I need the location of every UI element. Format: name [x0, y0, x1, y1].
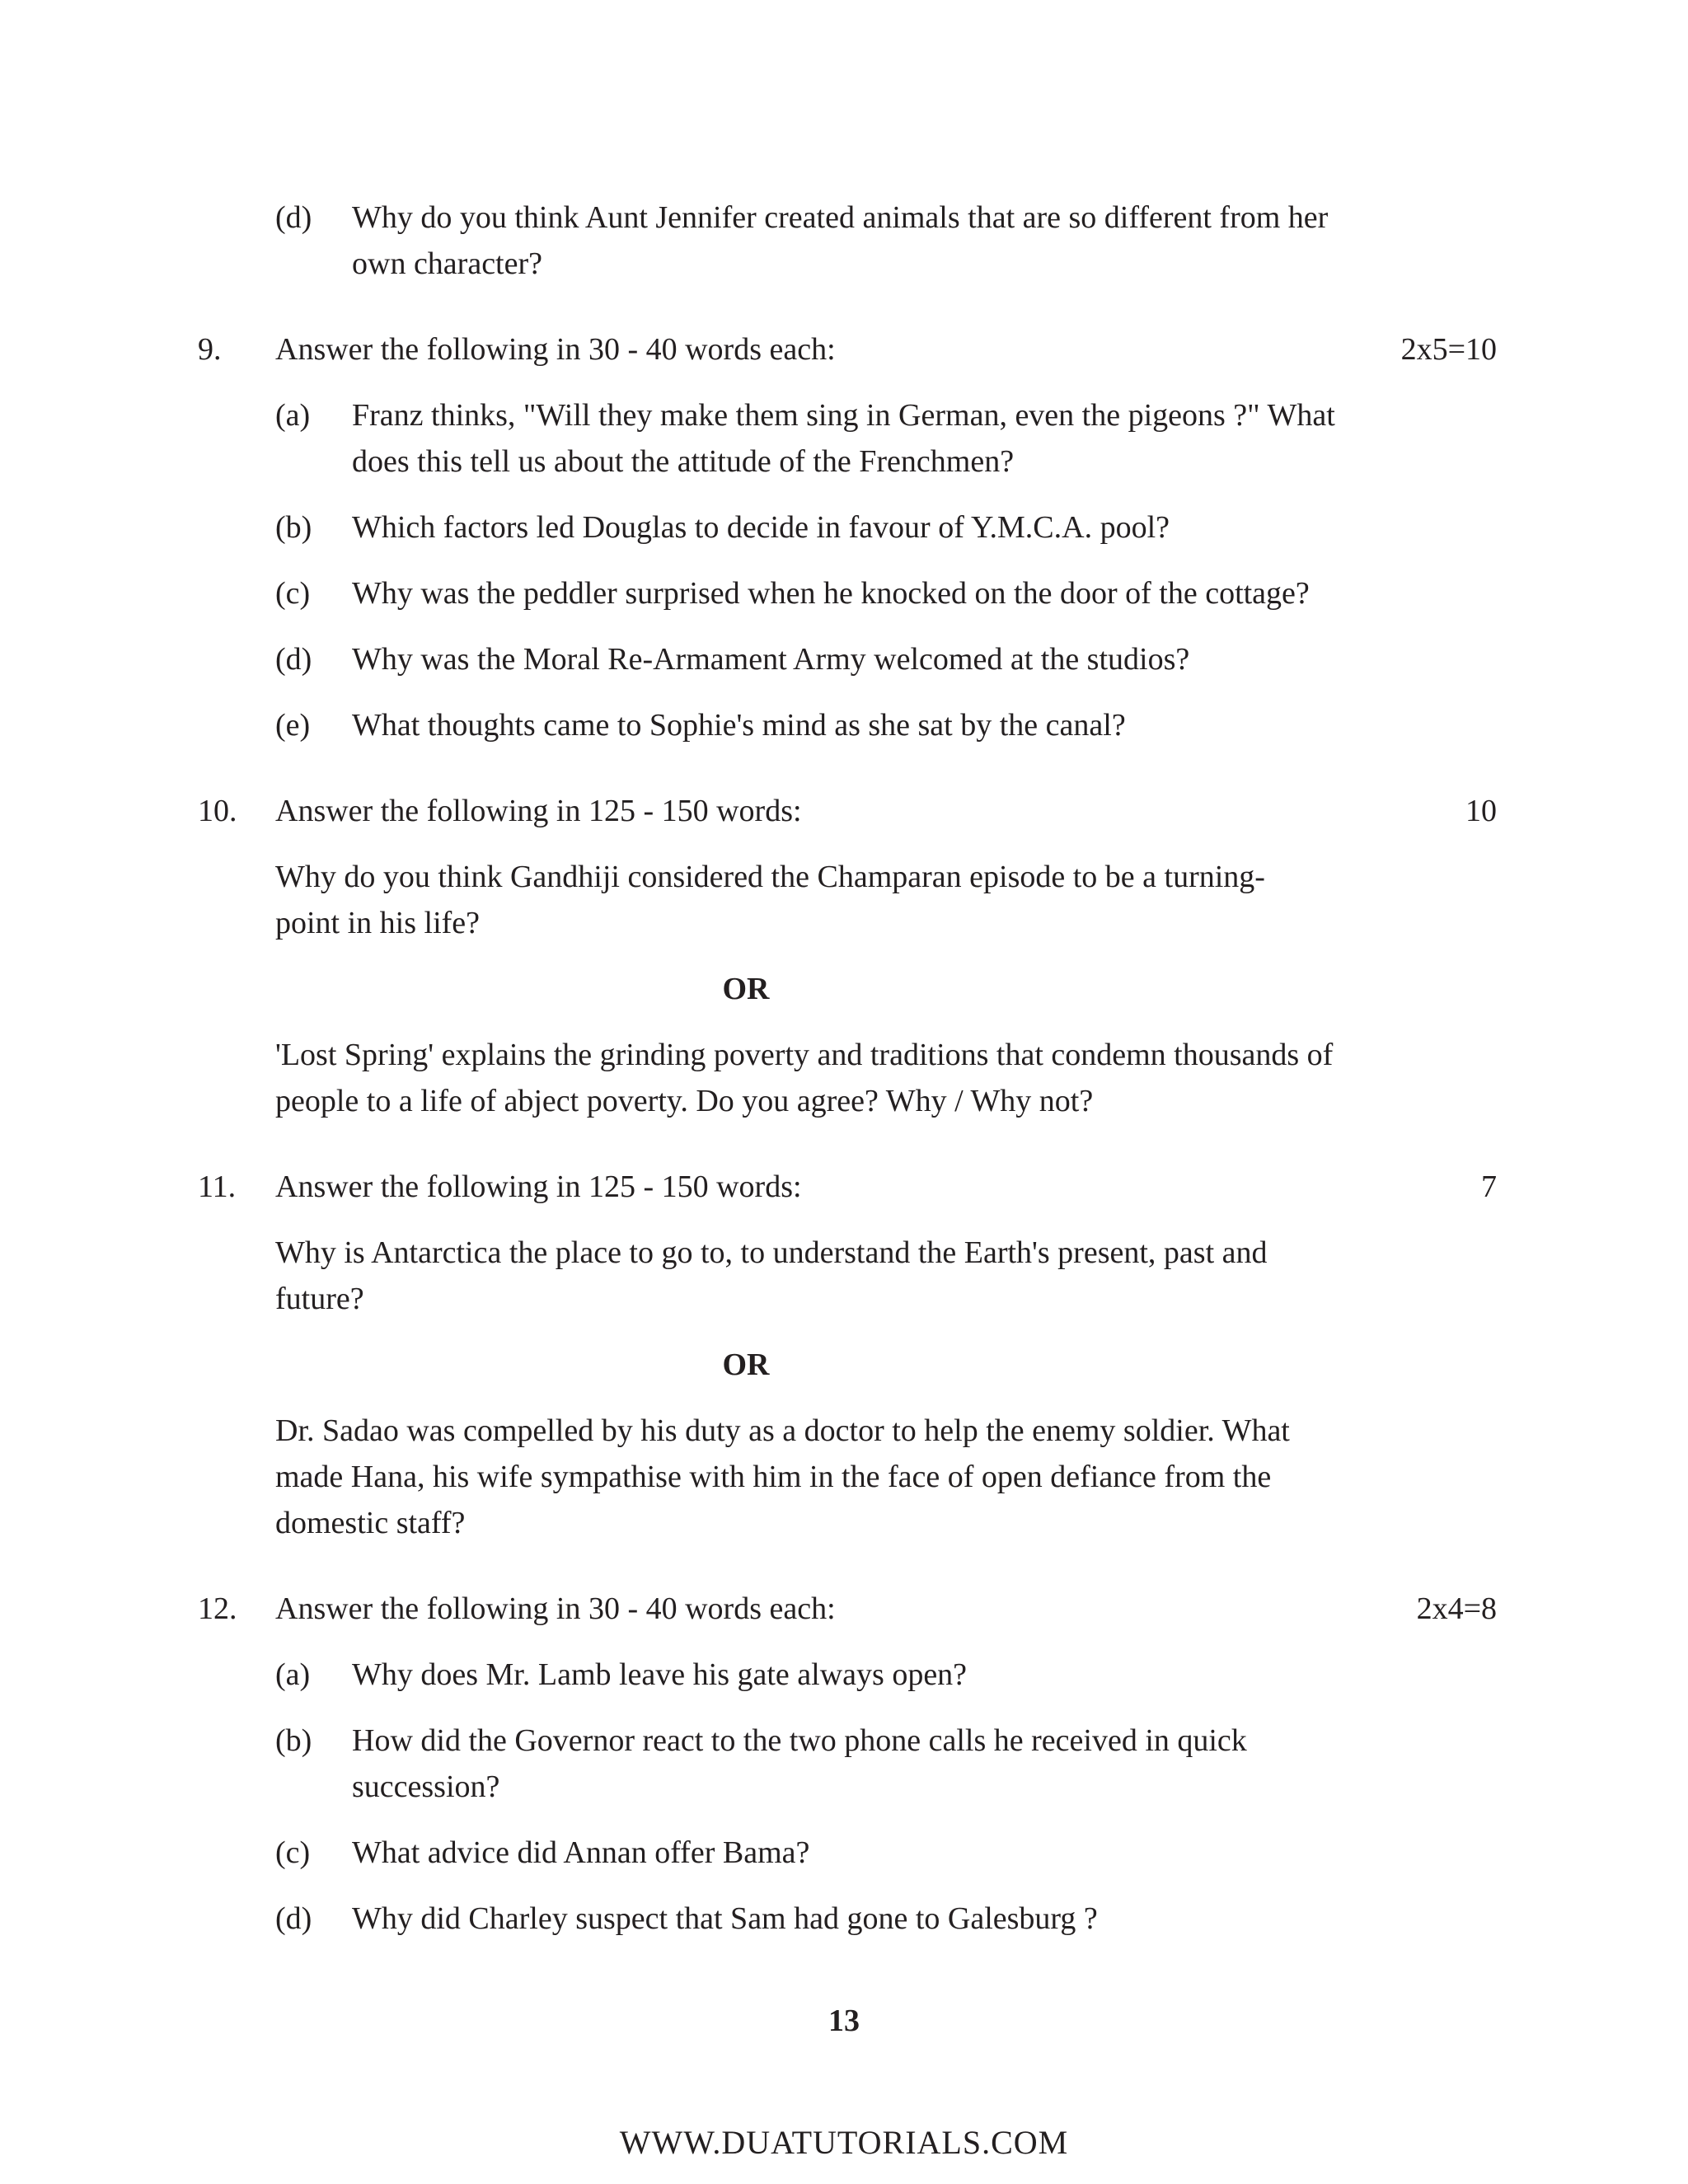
q9-item-c-label: (c) [275, 576, 311, 611]
q12-item-a-line-1: Why does Mr. Lamb leave his gate always open? [352, 1657, 968, 1692]
q12-item-b-line-1: How did the Governor react to the two phone calls he received in quick [352, 1723, 1247, 1758]
q9-item-e-label: (e) [275, 708, 311, 743]
q10-option1-line-1: Why do you think Gandhiji considered the Champaran episode to be a turning- [275, 860, 1265, 894]
q12-marks: 2x4=8 [1416, 1591, 1497, 1626]
page-number: 13 [828, 2004, 860, 2038]
q8-item-d-label: (d) [275, 200, 312, 235]
q12-item-d-line-1: Why did Charley suspect that Sam had gone to Galesburg ? [352, 1901, 1098, 1936]
q10-or: OR [722, 972, 770, 1006]
q9-number: 9. [198, 332, 222, 367]
q11-number: 11. [198, 1169, 237, 1204]
q12-item-b-line-2: succession? [352, 1769, 500, 1804]
q10-option2-line-2: people to a life of abject poverty. Do you agree? Why / Why not? [275, 1084, 1094, 1118]
q11-option2-line-1: Dr. Sadao was compelled by his duty as a doctor to help the enemy soldier. What [275, 1413, 1290, 1448]
q9-item-c-line-1: Why was the peddler surprised when he knocked on the door of the cottage? [352, 576, 1310, 611]
q10-marks: 10 [1465, 794, 1497, 828]
q11-option1-line-1: Why is Antarctica the place to go to, to understand the Earth's present, past and [275, 1235, 1268, 1270]
q12-item-c-label: (c) [275, 1835, 311, 1870]
q10-option2-line-1: 'Lost Spring' explains the grinding poverty and traditions that condemn thousands of [275, 1038, 1334, 1072]
q12-item-c-line-1: What advice did Annan offer Bama? [352, 1835, 810, 1870]
q9-item-b-line-1: Which factors led Douglas to decide in favour of Y.M.C.A. pool? [352, 510, 1170, 545]
q9-marks: 2x5=10 [1400, 332, 1497, 367]
q11-marks: 7 [1481, 1169, 1497, 1204]
q12-item-d-label: (d) [275, 1901, 312, 1936]
q11-or: OR [722, 1347, 770, 1382]
q10-option1-line-2: point in his life? [275, 906, 481, 940]
q10-instruction: Answer the following in 125 - 150 words: [275, 794, 802, 828]
q11-option2-line-2: made Hana, his wife sympathise with him in the face of open defiance from the [275, 1460, 1272, 1494]
q12-number: 12. [198, 1591, 237, 1626]
q8-item-d-line-2: own character? [352, 246, 543, 281]
q9-item-b-label: (b) [275, 510, 312, 545]
q9-item-e-line-1: What thoughts came to Sophie's mind as she sat by the canal? [352, 708, 1126, 743]
footer-url: WWW.DUATUTORIALS.COM [619, 2124, 1069, 2161]
q11-instruction: Answer the following in 125 - 150 words: [275, 1169, 802, 1204]
q12-instruction: Answer the following in 30 - 40 words each: [275, 1591, 836, 1626]
q9-item-a-label: (a) [275, 398, 311, 433]
q9-item-a-line-1: Franz thinks, "Will they make them sing in German, even the pigeons ?" What [352, 398, 1335, 433]
q9-instruction: Answer the following in 30 - 40 words each: [275, 332, 836, 367]
q8-item-d-line-1: Why do you think Aunt Jennifer created animals that are so different from her [352, 200, 1329, 235]
q12-item-b-label: (b) [275, 1723, 312, 1758]
q11-option1-line-2: future? [275, 1282, 364, 1316]
q9-item-d-line-1: Why was the Moral Re-Armament Army welcomed at the studios? [352, 642, 1190, 677]
q10-number: 10. [198, 794, 237, 828]
q9-item-a-line-2: does this tell us about the attitude of the Frenchmen? [352, 444, 1015, 479]
q12-item-a-label: (a) [275, 1657, 311, 1692]
q11-option2-line-3: domestic staff? [275, 1506, 466, 1540]
q9-item-d-label: (d) [275, 642, 312, 677]
